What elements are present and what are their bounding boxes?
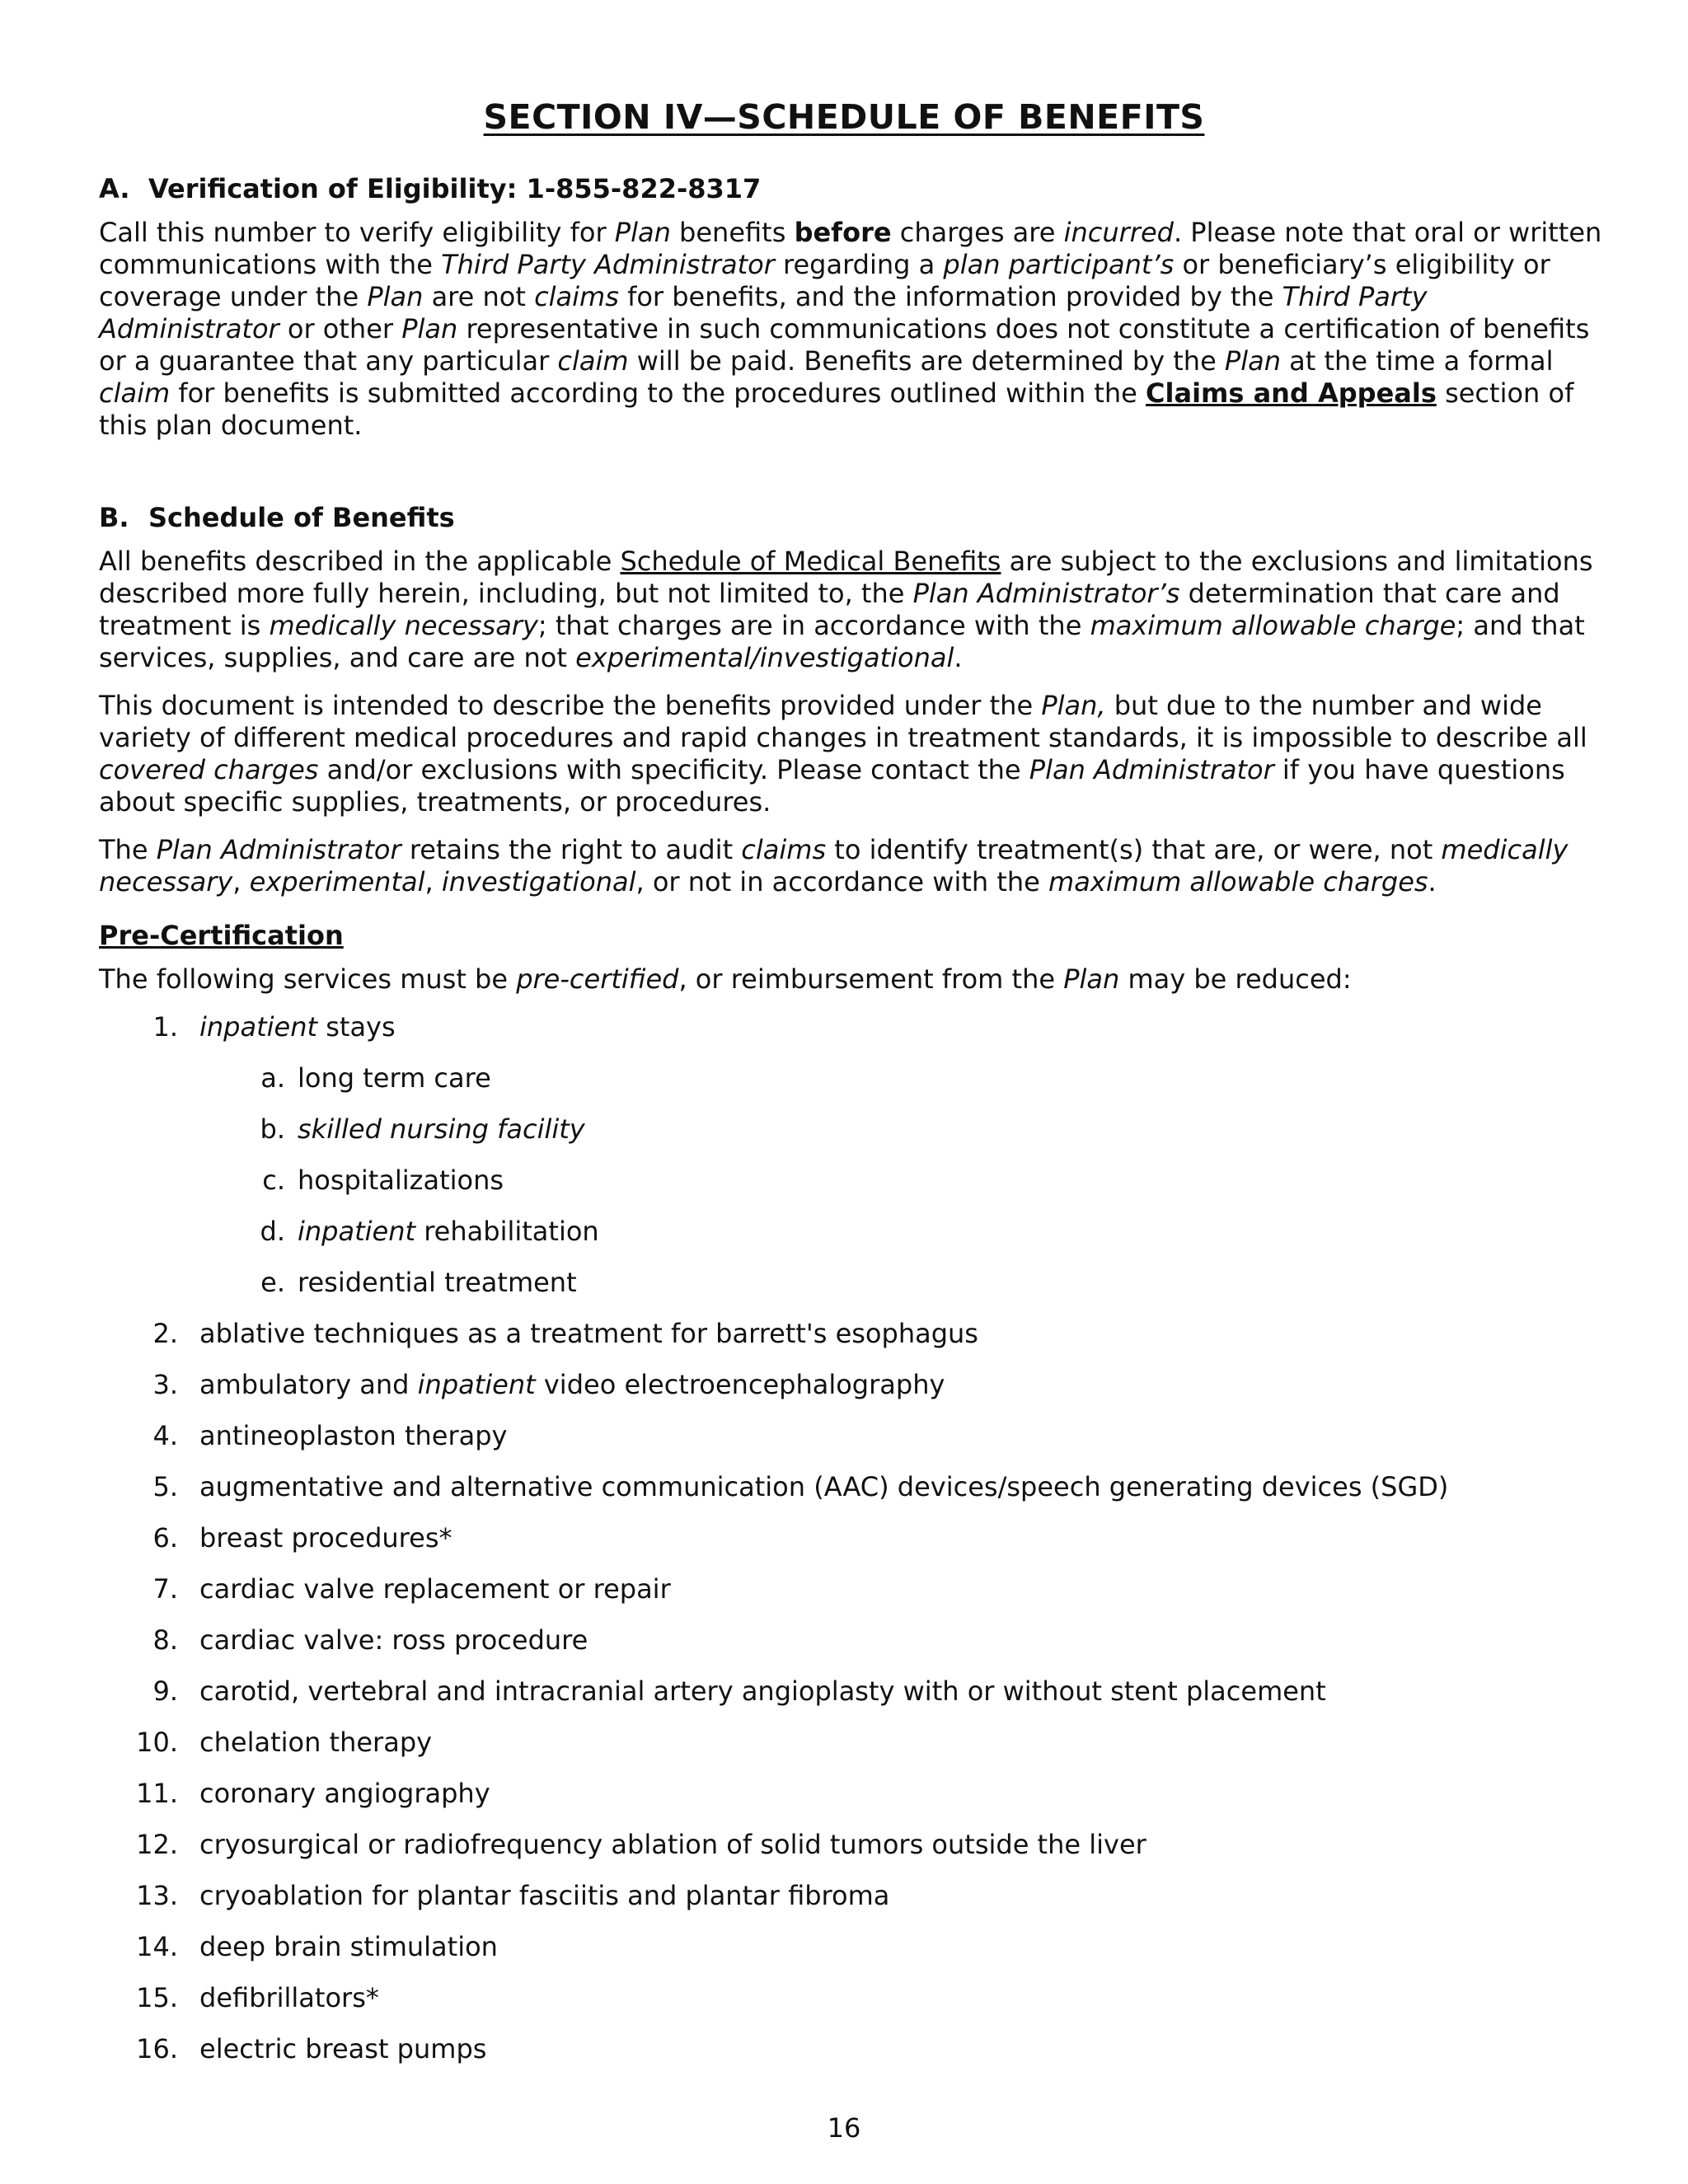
- list-item: 2. ablative techniques as a treatment for barrett's esophagus: [152, 1318, 978, 1349]
- list-item: 16. electric breast pumps: [136, 2033, 487, 2064]
- section-b-letter: B.: [99, 502, 129, 533]
- sub-list-item: d. inpatient rehabilitation: [260, 1216, 599, 1247]
- page-title: [0, 97, 1688, 137]
- document-body: [99, 173, 1607, 2084]
- section-a-letter: A.: [99, 173, 130, 204]
- list-item: 8. cardiac valve: ross procedure: [152, 1624, 588, 1656]
- list-item: 4. antineoplaston therapy: [152, 1420, 508, 1451]
- list-item: 10. chelation therapy: [136, 1727, 433, 1758]
- list-item: 1. inpatient stays: [152, 1011, 396, 1043]
- pre-certification-list: [99, 1011, 1607, 2084]
- section-a-title: Verification of Eligibility: 1-855-822-8317: [148, 173, 762, 204]
- section-b-title: Schedule of Benefits: [148, 502, 455, 533]
- section-b-heading: [99, 502, 1607, 534]
- sub-list-item: a. long term care: [260, 1062, 491, 1094]
- list-item: 6. breast procedures*: [152, 1522, 452, 1554]
- sub-list-item: e. residential treatment: [260, 1267, 577, 1298]
- list-item: 15. defibrillators*: [136, 1982, 379, 2013]
- list-item: 3. ambulatory and inpatient video electroencephalography: [152, 1369, 945, 1400]
- list-item: 12. cryosurgical or radiofrequency ablation of solid tumors outside the liver: [136, 1829, 1146, 1860]
- list-item: 5. augmentative and alternative communication (AAC) devices/speech generating devices (SGD): [152, 1471, 1449, 1502]
- list-item: 7. cardiac valve replacement or repair: [152, 1573, 671, 1605]
- schedule-of-medical-benefits-link[interactable]: Schedule of Medical Benefits: [620, 546, 1001, 577]
- section-a-heading: [99, 173, 1607, 205]
- sub-list-item: b. skilled nursing facility: [260, 1113, 585, 1145]
- claims-and-appeals-link[interactable]: Claims and Appeals: [1146, 377, 1437, 409]
- list-item: 9. carotid, vertebral and intracranial artery angioplasty with or without stent placement: [152, 1675, 1326, 1707]
- section-b-paragraph-1: All benefits described in the applicable Schedule of Medical Benefits are subject to the exclusions and limitations described more fully herein, including, but not limited to, the Plan Administrator’s determination that care and treatment is medically necessary; that charges are in accordance with the maximum allowable charge; and that services, supplies, and care are not experimental/investigational.: [99, 546, 1593, 673]
- list-item: 13. cryoablation for plantar fasciitis and plantar fibroma: [136, 1880, 890, 1911]
- pre-certification-heading: Pre-Certification: [99, 920, 344, 951]
- spacer: [99, 457, 1607, 502]
- page-title-text: SECTION IV—SCHEDULE OF BENEFITS: [483, 97, 1205, 137]
- list-item: 11. coronary angiography: [136, 1778, 490, 1809]
- section-a-paragraph: Call this number to verify eligibility for Plan benefits before charges are incurred. Please note that oral or written communications with the Third Party Administrator regarding a plan participant’s or beneficiary’s eligibility or coverage under the Plan are not claims for benefits, and the information provided by the Third Party Administrator or other Plan representative in such communications does not constitute a certification of benefits or a guarantee that any particular claim will be paid. Benefits are determined by the Plan at the time a formal claim for benefits is submitted according to the procedures outlined within the Claims and Appeals section of this plan document.: [99, 217, 1602, 441]
- list-item: 14. deep brain stimulation: [136, 1931, 498, 1962]
- section-b-paragraph-3: The Plan Administrator retains the right to audit claims to identify treatment(s) that are, or were, not medically necessary, experimental, investigational, or not in accordance with the maximum allowable charges.: [99, 834, 1568, 898]
- pre-certification-intro: The following services must be pre-certified, or reimbursement from the Plan may be reduced:: [99, 963, 1352, 995]
- sub-list-item: c. hospitalizations: [262, 1165, 504, 1196]
- section-b-paragraph-2: This document is intended to describe the benefits provided under the Plan, but due to the number and wide variety of different medical procedures and rapid changes in treatment standards, it is impossible to describe all covered charges and/or exclusions with specificity. Please contact the Plan Administrator if you have questions about specific supplies, treatments, or procedures.: [99, 690, 1587, 818]
- page-number: 16: [827, 2112, 861, 2144]
